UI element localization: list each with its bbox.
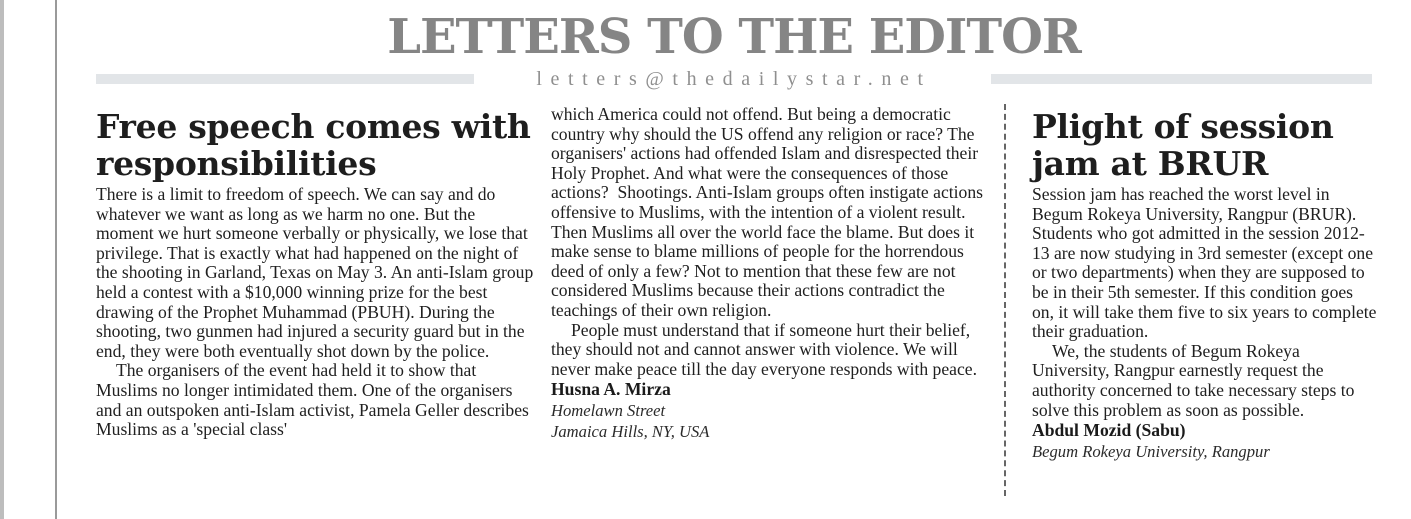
- letter-author-address: Begum Rokeya University, Rangpur: [1032, 442, 1270, 462]
- letter-paragraph: There is a limit to freedom of speech. We can say and do whatever we want as long as we harm no one. But the moment we hurt someone verbally or physically, we lose that privilege. That is exactly what had happened on the night of the shooting in Garland, Texas on May 3. An anti-Islam group held a contest with a $10,000 winning prize for the best drawing of the Prophet Muhammad (PBUH). During the shooting, two gunmen had injured a security guard but in the end, they were both eventually shot down by the police.: [96, 184, 534, 361]
- letter-headline: Plight of session jam at BRUR: [1032, 107, 1334, 183]
- header-rule-right: [991, 74, 1372, 84]
- letter-author: Abdul Mozid (Sabu): [1032, 420, 1186, 441]
- letter-free-speech-column-2: [551, 105, 991, 442]
- letter-paragraph: People must understand that if someone hurt their belief, they should not and cannot answer with violence. We will never make peace till the day everyone responds with peace.: [551, 319, 977, 379]
- letter-paragraph: The organisers of the event had held it to show that Muslims no longer intimidated them. One of the organisers and an outspoken anti-Islam activist, Pamela Geller describes Muslims as a 'special class': [96, 360, 529, 440]
- header-rule-left: [96, 74, 474, 84]
- letter-paragraph: Session jam has reached the worst level in Begum Rokeya University, Rangpur (BRUR). Students who got admitted in the session 2012-13 are now studying in 3rd semester (except one or two departments) when they are supposed to be in their 5th semester. If this condition goes on, it will take them five to six years to complete their graduation.: [1032, 184, 1377, 342]
- letter-author-address: Jamaica Hills, NY, USA: [551, 422, 710, 442]
- editor-email-link[interactable]: letters@thedailystar.net: [536, 68, 932, 90]
- column-frame-rule: [55, 0, 57, 519]
- letter-free-speech-column-1: [96, 105, 536, 440]
- letter-paragraph-continued: which America could not offend. But being a democratic country why should the US offend any religion or race? The organisers' actions had offended Islam and disrespected their Holy Prophet. And what were the consequences of those actions? Shootings. Anti-Islam groups often instigate actions offensive to Muslims, with the intention of a violent result. Then Muslims all over the world face the blame. But does it make sense to blame millions of people for the horrendous deed of only a few? Not to mention that these few are not considered Muslims because their actions contradict the teachings of their own religion.: [551, 104, 983, 320]
- letter-headline: Free speech comes with responsibilities: [96, 107, 531, 183]
- page-edge-rule: [0, 0, 4, 519]
- section-title: LETTERS TO THE EDITOR: [387, 9, 1081, 65]
- letter-paragraph: We, the students of Begum Rokeya University, Rangpur earnestly request the authority concerned to take necessary steps to solve this problem as soon as possible.: [1032, 340, 1355, 420]
- letter-session-jam-column: [1032, 105, 1377, 462]
- column-divider: [1004, 104, 1006, 496]
- letter-author-address: Homelawn Street: [551, 401, 666, 421]
- letter-author: Husna A. Mirza: [551, 379, 671, 400]
